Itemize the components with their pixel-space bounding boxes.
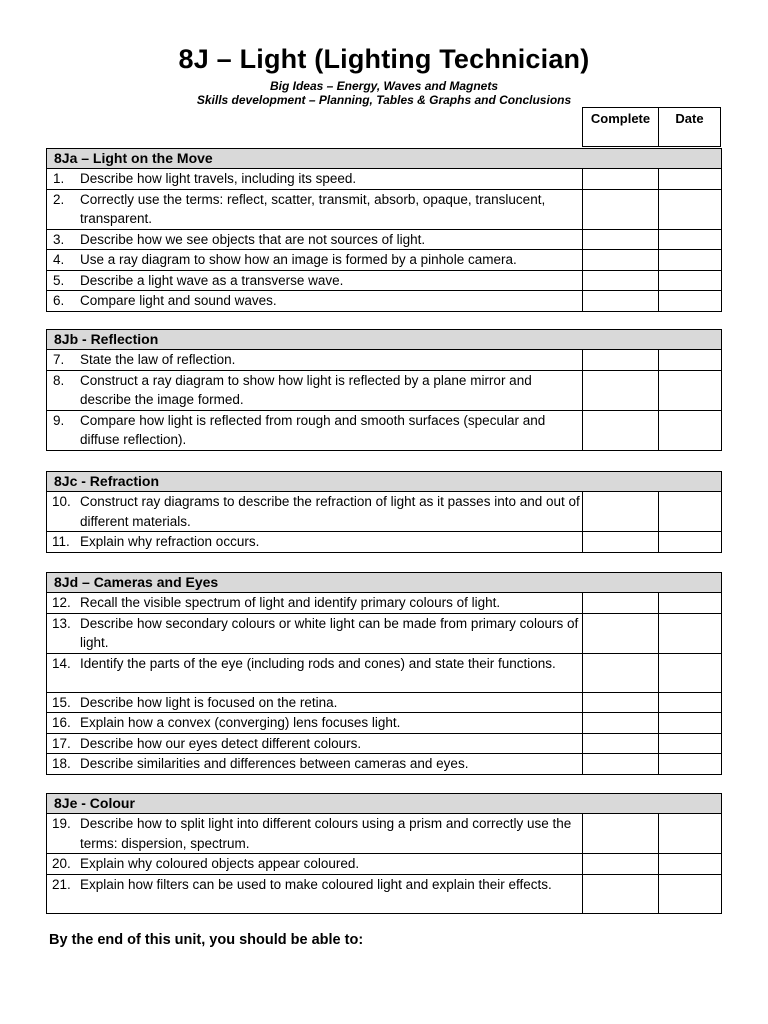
date-cell[interactable] [659,250,722,271]
complete-column-header: Complete [583,108,659,146]
table-row [47,410,722,450]
objective-number: 11. [52,534,70,549]
objective-text: Compare light and sound waves. [80,293,277,308]
table-row [47,593,722,614]
table-row [47,229,722,250]
date-cell[interactable] [659,532,722,553]
date-cell[interactable] [659,169,722,190]
section-heading: 8Je - Colour [47,794,722,814]
complete-checkbox-cell[interactable] [583,593,659,614]
complete-checkbox-cell[interactable] [583,250,659,271]
complete-checkbox-cell[interactable] [583,814,659,854]
date-cell[interactable] [659,653,722,692]
table-row [47,532,722,553]
date-cell[interactable] [659,613,722,653]
complete-checkbox-cell[interactable] [583,350,659,371]
objective-number: 14. [52,655,71,671]
objective-cell [47,250,583,271]
section-table [46,572,722,775]
objective-number: 8. [53,372,65,388]
date-column-header: Date [675,111,704,126]
complete-checkbox-cell[interactable] [583,492,659,532]
section-table [46,471,722,553]
objective-cell [47,492,583,532]
table-row [47,653,722,692]
table-row [47,270,722,291]
objective-cell [47,713,583,734]
complete-checkbox-cell[interactable] [583,713,659,734]
date-cell[interactable] [659,854,722,875]
objective-text: Describe a light wave as a transverse wave. [80,272,344,288]
complete-checkbox-cell[interactable] [583,291,659,312]
table-row [47,814,722,854]
objective-text: Describe similarities and differences between cameras and eyes. [80,756,469,771]
date-cell[interactable] [659,291,722,312]
complete-checkbox-cell[interactable] [583,370,659,410]
footer-text: By the end of this unit, you should be able to: [49,932,364,948]
objective-text: Describe how to split light into different colours using a prism and correctly use the terms: dispersion, spectrum. [80,816,572,851]
objective-number: 21. [52,876,71,892]
objective-number: 17. [52,735,71,751]
complete-checkbox-cell[interactable] [583,854,659,875]
complete-checkbox-cell[interactable] [583,532,659,553]
subtitle-big-ideas: Big Ideas – Energy, Waves and Magnets [269,79,499,93]
objective-cell [47,593,583,614]
date-cell[interactable] [659,410,722,450]
objective-number: 10. [52,494,71,509]
complete-checkbox-cell[interactable] [583,189,659,229]
objective-number: 5. [53,272,65,288]
objective-text: Describe how light travels, including its speed. [80,171,357,186]
table-row [47,874,722,913]
objective-cell [47,370,583,410]
date-cell[interactable] [659,270,722,291]
date-cell[interactable] [659,874,722,913]
date-cell[interactable] [659,350,722,371]
complete-checkbox-cell[interactable] [583,754,659,775]
objective-cell [47,229,583,250]
objective-text: Use a ray diagram to show how an image is formed by a pinhole camera. [80,252,517,267]
section-heading: 8Jc - Refraction [47,472,722,492]
complete-checkbox-cell[interactable] [583,270,659,291]
objective-text: Recall the visible spectrum of light and identify primary colours of light. [80,595,501,610]
objective-text: Explain how filters can be used to make coloured light and explain their effects. [80,876,552,892]
objective-number: 3. [53,231,65,247]
objective-text: Correctly use the terms: reflect, scatter, transmit, absorb, opaque, translucent, transparent. [80,191,546,226]
objective-number: 18. [52,756,71,771]
objective-text: Describe how light is focused on the retina. [80,694,338,710]
page-title: 8J – Light (Lighting Technician) [178,44,590,74]
objective-cell [47,613,583,653]
objective-number: 7. [53,352,65,367]
table-row [47,613,722,653]
objective-text: Describe how secondary colours or white light can be made from primary colours of light. [80,615,579,650]
objective-cell [47,692,583,713]
objective-cell [47,169,583,190]
objective-number: 1. [53,171,65,186]
date-cell[interactable] [659,593,722,614]
objective-cell [47,814,583,854]
objective-text: Construct a ray diagram to show how light is reflected by a plane mirror and describe the image formed. [80,372,532,407]
table-row [47,250,722,271]
date-cell[interactable] [659,814,722,854]
table-row [47,189,722,229]
objective-number: 12. [52,595,71,610]
date-cell[interactable] [659,713,722,734]
date-cell[interactable] [659,229,722,250]
section-table [46,793,722,914]
objective-text: Describe how our eyes detect different colours. [80,735,362,751]
table-row [47,370,722,410]
objective-cell [47,350,583,371]
table-row [47,291,722,312]
date-cell[interactable] [659,370,722,410]
date-cell[interactable] [659,492,722,532]
date-cell[interactable] [659,692,722,713]
complete-checkbox-cell[interactable] [583,613,659,653]
objective-cell [47,270,583,291]
column-header-box [582,107,721,147]
section-table [46,329,722,451]
objective-text: Compare how light is reflected from rough and smooth surfaces (specular and diffuse reflection). [80,412,546,447]
objective-number: 15. [52,694,71,710]
objective-cell [47,291,583,312]
complete-checkbox-cell[interactable] [583,229,659,250]
complete-checkbox-cell[interactable] [583,169,659,190]
date-cell[interactable] [659,189,722,229]
date-cell[interactable] [659,733,722,754]
objective-cell [47,532,583,553]
objective-number: 6. [53,293,65,308]
objective-cell [47,854,583,875]
objective-number: 20. [52,856,71,871]
objective-number: 4. [53,252,65,267]
table-row [47,169,722,190]
complete-checkbox-cell[interactable] [583,653,659,692]
complete-checkbox-cell[interactable] [583,733,659,754]
objective-cell [47,410,583,450]
section-heading: 8Jb - Reflection [47,330,722,350]
table-row [47,733,722,754]
objective-number: 9. [53,412,65,428]
objective-text: Identify the parts of the eye (including rods and cones) and state their functions. [80,655,556,671]
table-row [47,754,722,775]
date-cell[interactable] [659,754,722,775]
objective-text: State the law of reflection. [80,352,236,367]
complete-checkbox-cell[interactable] [583,410,659,450]
objective-cell [47,874,583,913]
objective-cell [47,653,583,692]
table-row [47,713,722,734]
objective-text: Construct ray diagrams to describe the refraction of light as it passes into and out of different materials. [80,494,580,529]
table-row [47,692,722,713]
section-heading: 8Ja – Light on the Move [47,149,722,169]
complete-checkbox-cell[interactable] [583,692,659,713]
objective-text: Explain why coloured objects appear coloured. [80,856,360,871]
objective-text: Explain why refraction occurs. [80,534,260,549]
objective-number: 2. [53,191,65,207]
section-heading: 8Jd – Cameras and Eyes [47,573,722,593]
objective-number: 13. [52,615,71,631]
subtitle-skills: Skills development – Planning, Tables & Graphs and Conclusions [196,93,572,107]
objective-cell [47,733,583,754]
objective-number: 19. [52,816,71,831]
objective-cell [47,189,583,229]
objective-number: 16. [52,715,71,730]
table-row [47,350,722,371]
complete-checkbox-cell[interactable] [583,874,659,913]
table-row [47,492,722,532]
objective-cell [47,754,583,775]
section-table [46,148,722,312]
objective-text: Explain how a convex (converging) lens focuses light. [80,715,401,730]
table-row [47,854,722,875]
objective-text: Describe how we see objects that are not sources of light. [80,231,426,247]
